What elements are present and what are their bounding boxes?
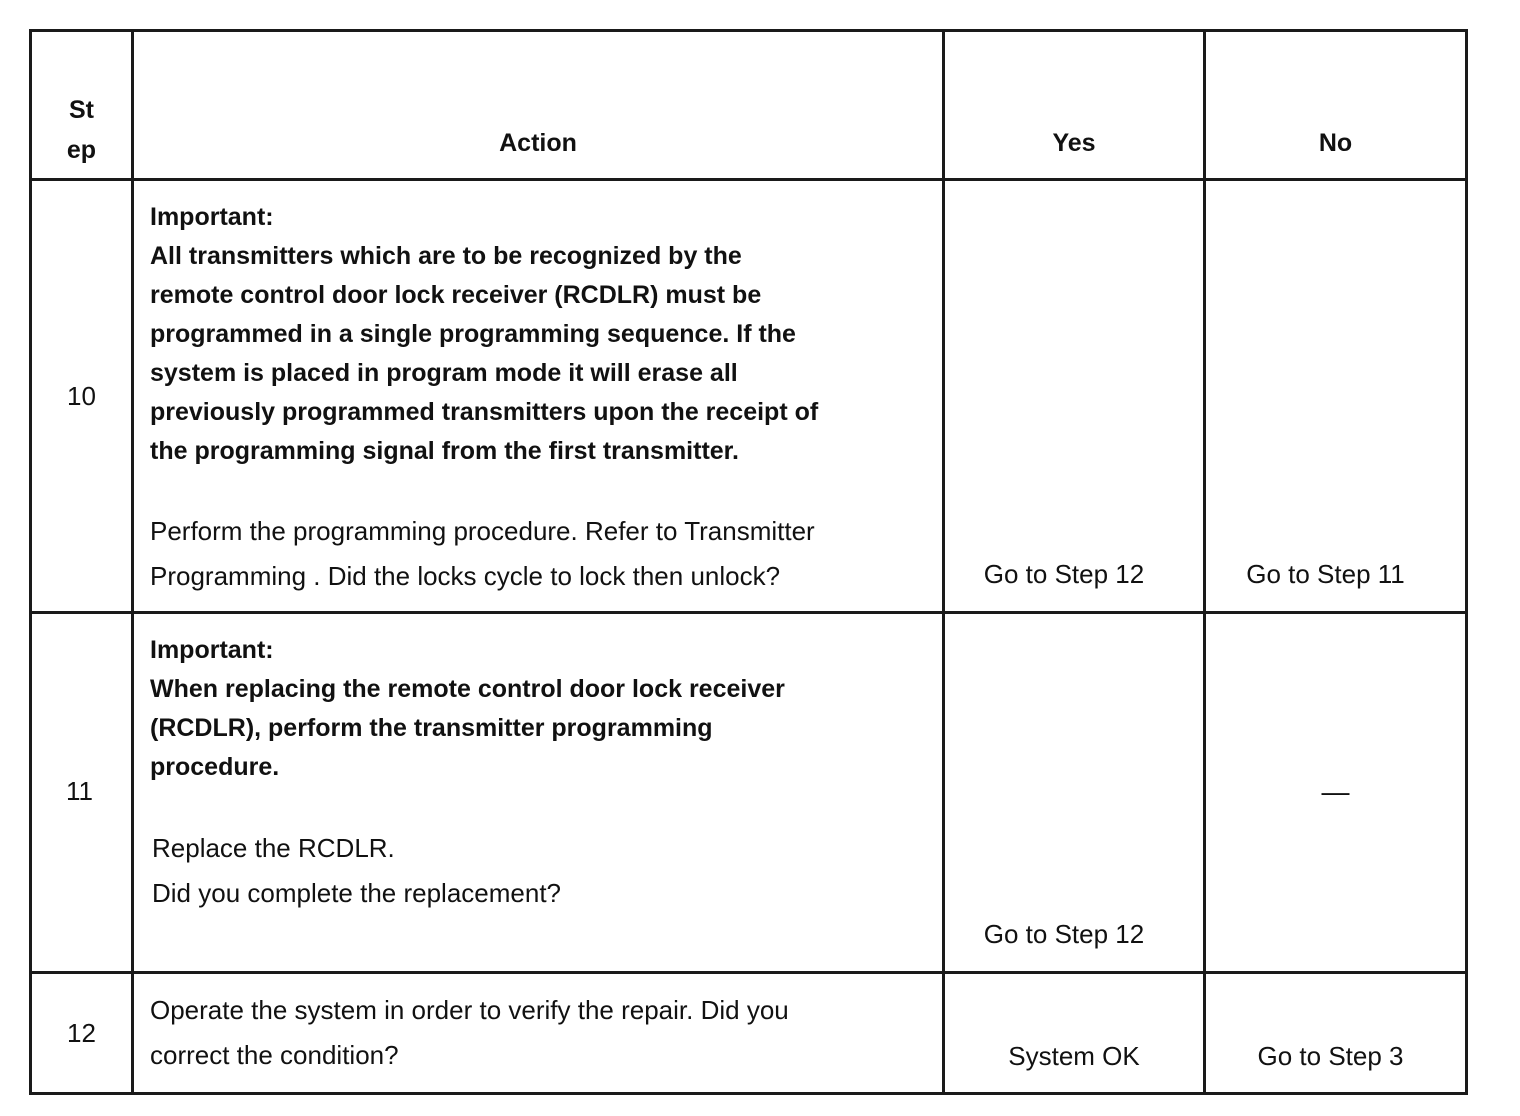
yes-result: Go to Step 12 <box>983 559 1145 589</box>
step-cell <box>31 613 133 973</box>
no-cell <box>1205 613 1467 973</box>
table-row <box>31 180 1467 613</box>
action-text: Perform the programming procedure. Refer to Transmitter Programming . Did the locks cycle to lock then unlock? <box>150 516 815 591</box>
header-step-cell <box>31 31 133 180</box>
no-result: Go to Step 11 <box>1246 559 1405 589</box>
header-yes-cell <box>944 31 1205 180</box>
important-note <box>150 198 930 471</box>
step-number: 10 <box>67 381 96 411</box>
header-no-cell <box>1205 31 1467 180</box>
yes-cell <box>944 613 1205 973</box>
action-cell <box>133 613 944 973</box>
important-text: When replacing the remote control door lock receiver (RCDLR), perform the transmitter programming procedure. <box>150 675 785 781</box>
header-action-cell <box>133 31 944 180</box>
yes-cell <box>944 973 1205 1094</box>
important-text: All transmitters which are to be recognized by the remote control door lock receiver (RCDLR) must be programmed in a single programming sequence. If the system is placed in program mode it will erase all previously programmed transmitters upon the receipt of the programming signal from the first transmitter. <box>150 242 819 465</box>
action-cell <box>133 180 944 613</box>
table-row <box>31 613 1467 973</box>
no-result: Go to Step 3 <box>1257 1041 1404 1071</box>
action-text: Replace the RCDLR. Did you complete the replacement? <box>152 833 562 908</box>
action-text: Operate the system in order to verify the repair. Did you correct the condition? <box>150 995 789 1070</box>
header-yes: Yes <box>1052 129 1096 157</box>
step-number: 11 <box>66 776 93 806</box>
header-no: No <box>1318 129 1353 157</box>
header-step-label: St ep <box>66 96 97 164</box>
step-cell <box>31 180 133 613</box>
yes-cell <box>944 180 1205 613</box>
no-cell <box>1205 973 1467 1094</box>
header-action: Action <box>499 129 577 157</box>
table-row <box>31 973 1467 1094</box>
yes-result: System OK <box>1008 1041 1140 1071</box>
table-header-row <box>31 31 1467 180</box>
step-cell <box>31 973 133 1094</box>
yes-result: Go to Step 12 <box>983 919 1145 949</box>
action-cell <box>133 973 944 1094</box>
header-step <box>32 90 131 170</box>
important-label: Important: <box>150 203 274 231</box>
step-number: 12 <box>67 1018 96 1048</box>
important-label: Important: <box>150 636 274 664</box>
diagnostic-table <box>29 29 1468 1095</box>
no-result: — <box>1321 776 1350 807</box>
important-note <box>150 631 930 787</box>
no-cell <box>1205 180 1467 613</box>
